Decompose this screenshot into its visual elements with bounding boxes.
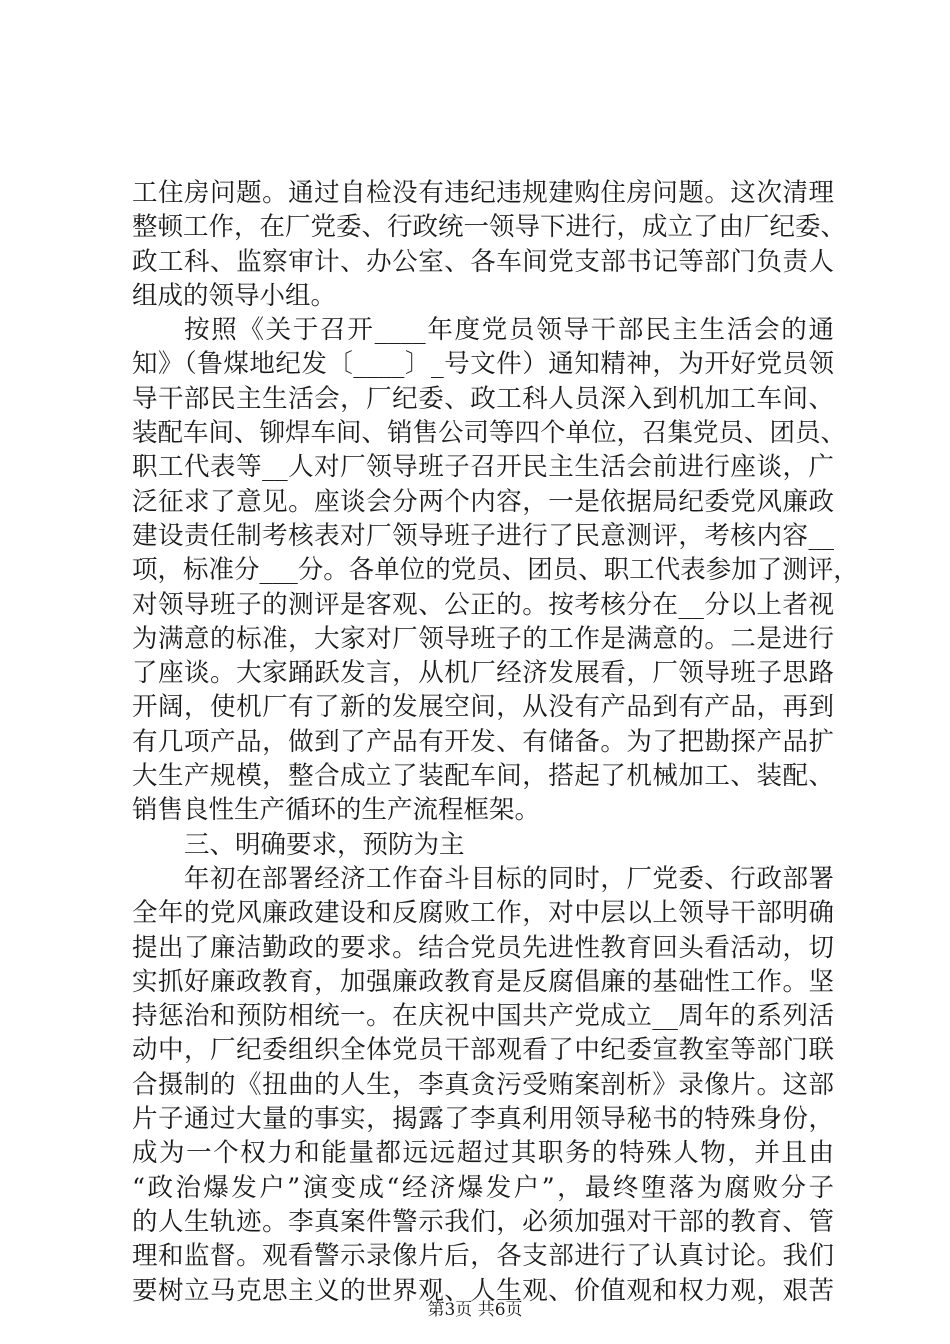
text-line: 了座谈。大家踊跃发言，从机厂经济发展看，厂领导班子思路 bbox=[132, 658, 834, 689]
text-line: 片子通过大量的事实，揭露了李真利用领导秘书的特殊身份， bbox=[132, 1104, 834, 1135]
text-line: 合摄制的《扭曲的人生，李真贪污受贿案剖析》录像片。这部 bbox=[132, 1069, 834, 1100]
text-line: 政工科、监察审计、办公室、各车间党支部书记等部门负责人 bbox=[132, 246, 834, 277]
text-line: 成为一个权力和能量都远远超过其职务的特殊人物，并且由 bbox=[132, 1138, 834, 1169]
text-line: 工住房问题。通过自检没有违纪违规建购住房问题。这次清理 bbox=[132, 178, 834, 208]
text-line: 为满意的标准，大家对厂领导班子的工作是满意的。二是进行 bbox=[132, 623, 834, 654]
text-line: 持惩治和预防相统一。在庆祝中国共产党成立__周年的系列活 bbox=[132, 1001, 834, 1032]
text-line: 装配车间、铆焊车间、销售公司等四个单位，召集党员、团员、 bbox=[132, 418, 847, 449]
text-line: 动中，厂纪委组织全体党员干部观看了中纪委宣教室等部门联 bbox=[132, 1035, 834, 1066]
text-line: 建设责任制考核表对厂领导班子进行了民意测评，考核内容__ bbox=[132, 520, 834, 551]
text-line: 提出了廉洁勤政的要求。结合党员先进性教育回头看活动，切 bbox=[132, 932, 834, 963]
text-line: 有几项产品，做到了产品有开发、有储备。为了把勘探产品扩 bbox=[132, 726, 834, 757]
text-line: “政治爆发户”演变成“经济爆发户”，最终堕落为腐败分子 bbox=[132, 1172, 834, 1203]
text-line: 开阔，使机厂有了新的发展空间，从没有产品到有产品，再到 bbox=[132, 692, 834, 723]
text-line: 全年的党风廉政建设和反腐败工作，对中层以上领导干部明确 bbox=[132, 898, 834, 929]
text-line: 知》（鲁煤地纪发〔____〕_号文件）通知精神，为开好党员领 bbox=[132, 349, 834, 380]
text-line: 要树立马克思主义的世界观、人生观、价值观和权力观，艰苦 bbox=[132, 1275, 834, 1306]
text-line: 组成的领导小组。 bbox=[132, 280, 337, 311]
text-line: 大生产规模，整合成立了装配车间，搭起了机械加工、装配、 bbox=[132, 761, 834, 792]
text-line: 整顿工作，在厂党委、行政统一领导下进行，成立了由厂纪委、 bbox=[132, 212, 847, 243]
text-line: 项，标准分___分。各单位的党员、团员、职工代表参加了测评， bbox=[132, 555, 859, 586]
page-number-footer: 第3页 共6页 bbox=[427, 1300, 523, 1320]
text-line: 理和监督。观看警示录像片后，各支部进行了认真讨论。我们 bbox=[132, 1241, 834, 1272]
text-line: 对领导班子的测评是客观、公正的。按考核分在__分以上者视 bbox=[132, 589, 834, 620]
text-line: 泛征求了意见。座谈会分两个内容，一是依据局纪委党风廉政 bbox=[132, 486, 834, 517]
text-line: 实抓好廉政教育，加强廉政教育是反腐倡廉的基础性工作。坚 bbox=[132, 966, 834, 997]
text-line: 导干部民主生活会，厂纪委、政工科人员深入到机加工车间、 bbox=[132, 383, 834, 414]
text-line: 销售良性生产循环的生产流程框架。 bbox=[132, 795, 541, 826]
section-heading: 三、明确要求，预防为主 bbox=[184, 829, 465, 860]
paragraph-first-line: 按照《关于召开____年度党员领导干部民主生活会的通 bbox=[184, 315, 834, 346]
document-body bbox=[132, 176, 859, 1308]
text-line: 的人生轨迹。李真案件警示我们，必须加强对干部的教育、管 bbox=[132, 1206, 834, 1237]
paragraph-first-line: 年初在部署经济工作奋斗目标的同时，厂党委、行政部署 bbox=[184, 863, 834, 894]
text-line: 职工代表等__人对厂领导班子召开民主生活会前进行座谈，广 bbox=[132, 452, 834, 483]
